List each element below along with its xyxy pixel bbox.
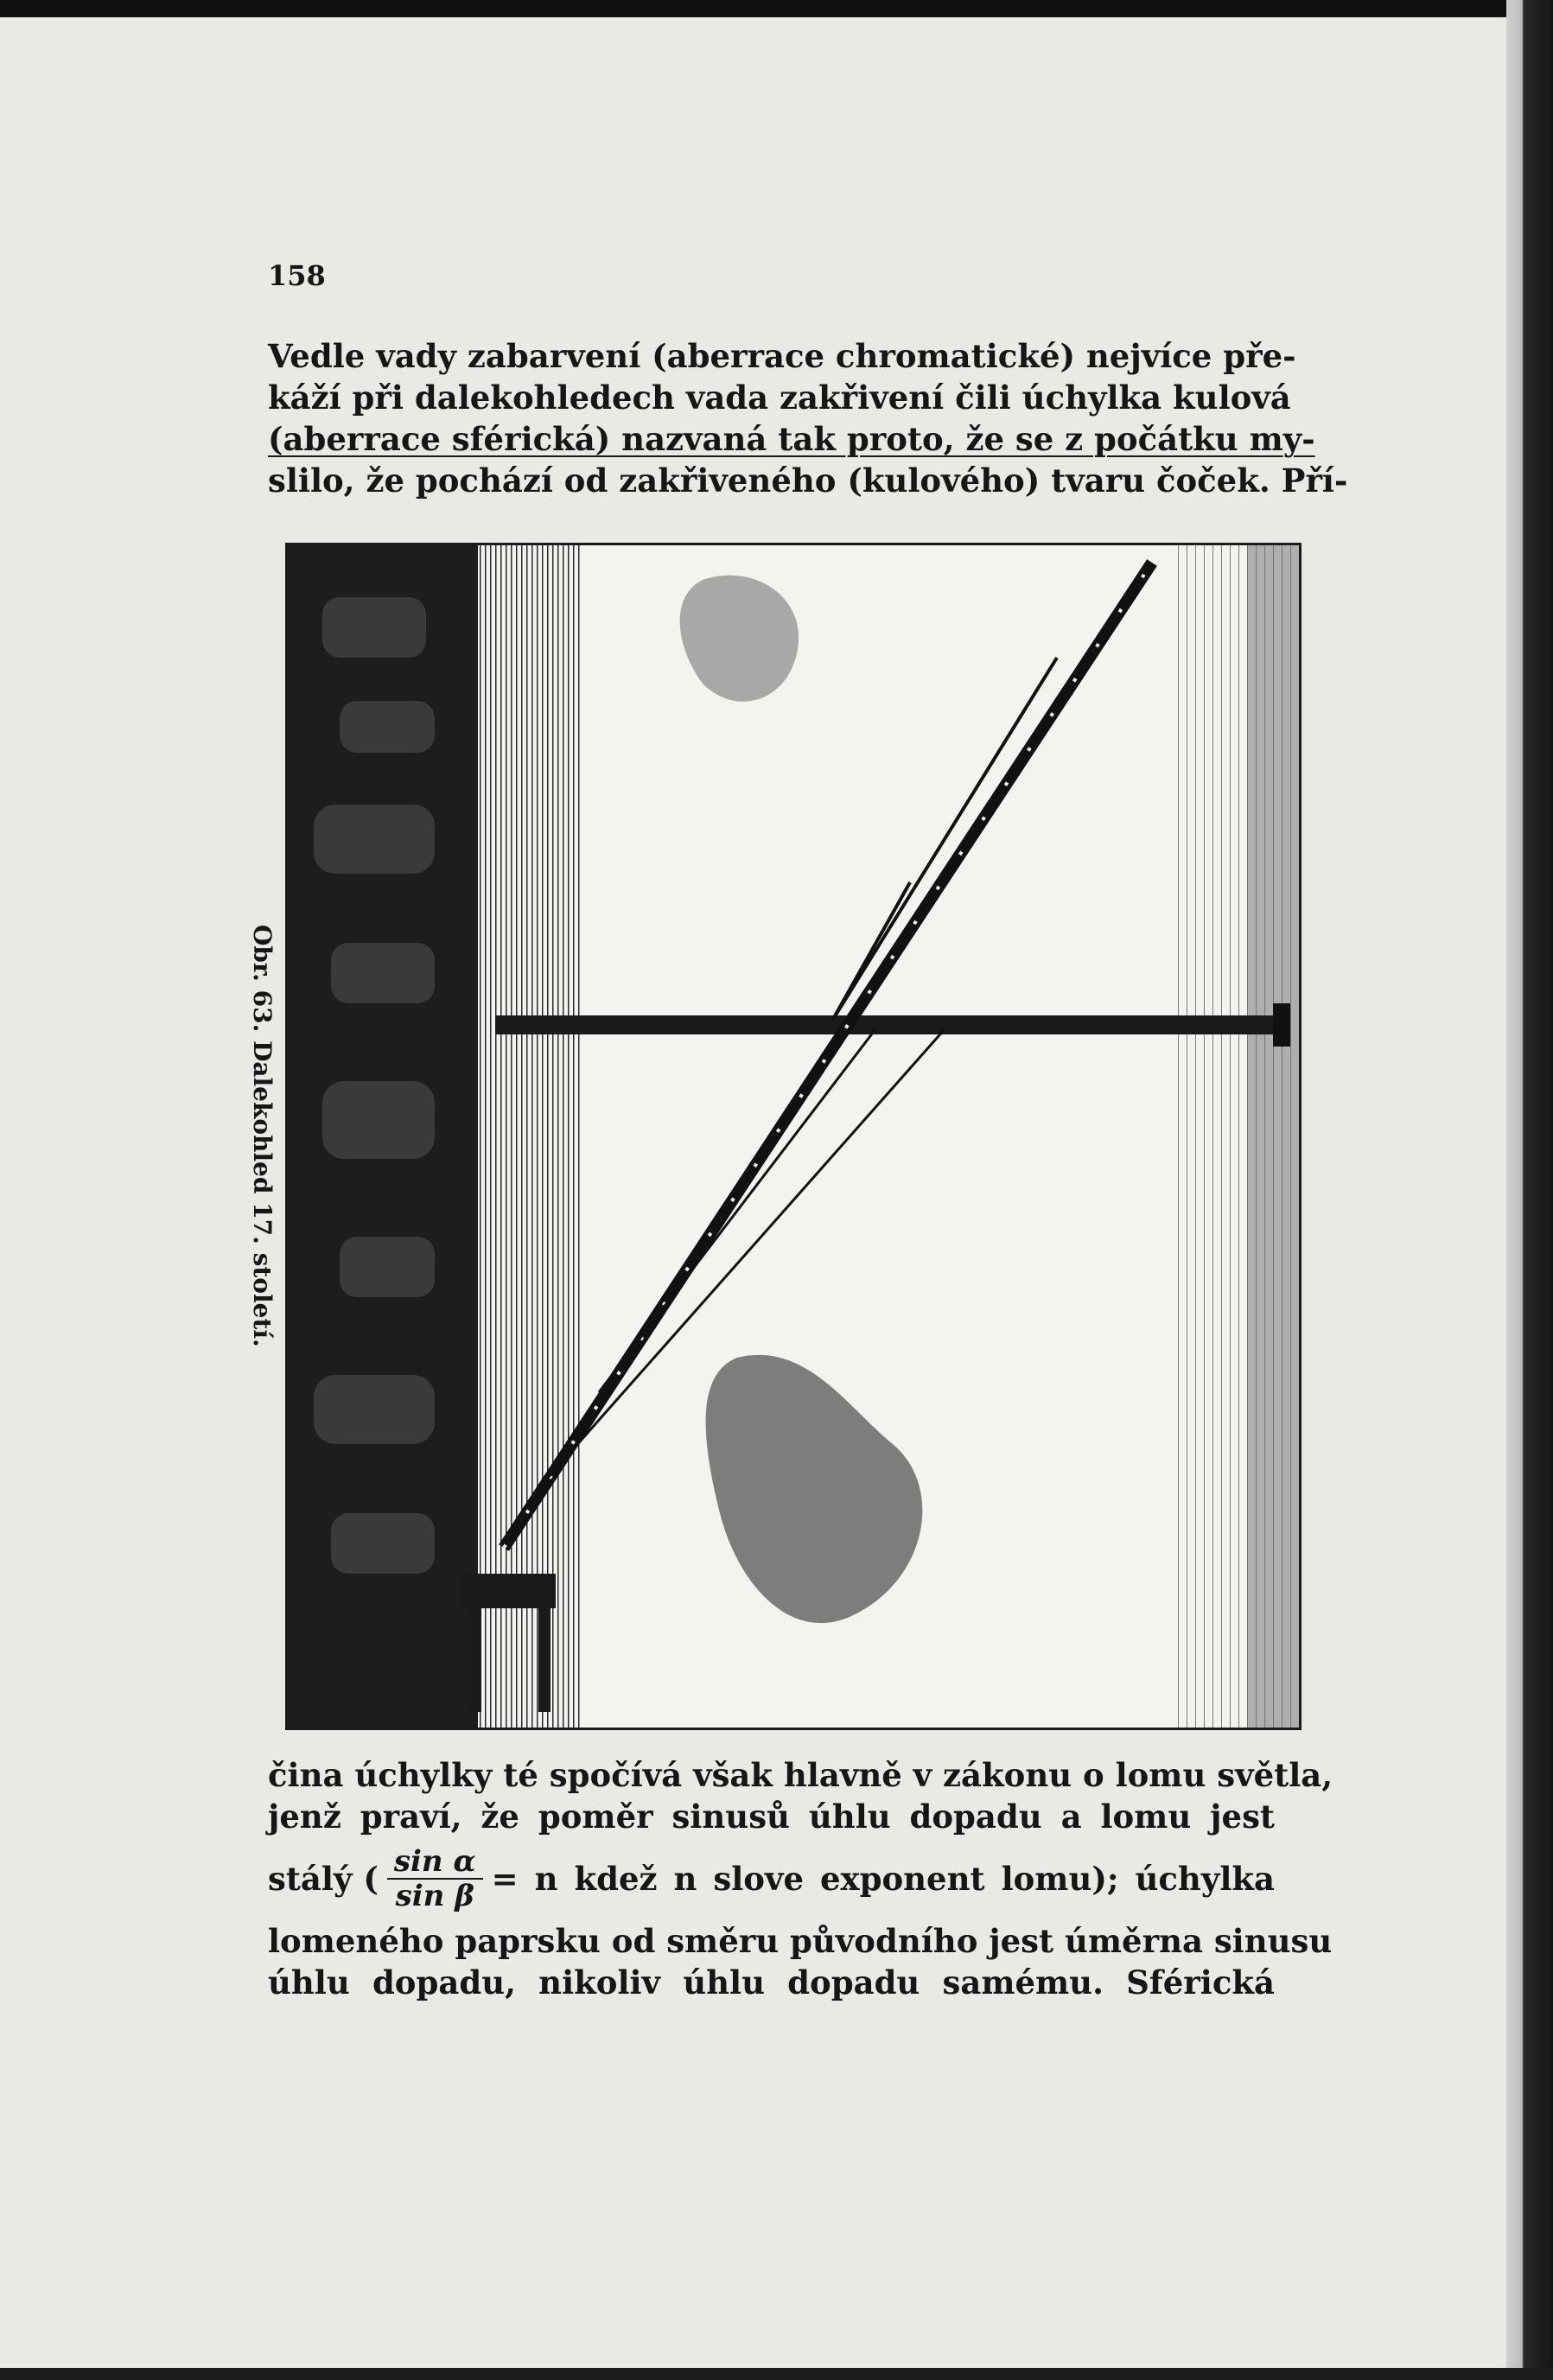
text-line: slilo, že pochází od zakřiveného (kulového) tvaru čoček. Pří- — [268, 461, 1348, 500]
paragraph-top — [268, 335, 1348, 501]
page-number: 158 — [268, 259, 326, 292]
text-line: lomeného paprsku od směru původního jest úměrna sinusu — [268, 1922, 1333, 1960]
sine-ratio-fraction — [387, 1845, 483, 1912]
figure-caption: Obr. 63. Dalekohled 17. století. — [248, 925, 277, 1347]
paragraph-bottom — [268, 1754, 1333, 2003]
formula-suffix: = n kdež n slove exponent lomu); úchylka — [491, 1860, 1275, 1898]
scan-bottom-edge — [0, 2368, 1553, 2380]
text-line: čina úchylky té spočívá však hlavně v zákonu o lomu světla, — [268, 1756, 1333, 1794]
formula-prefix: stálý ( — [268, 1860, 379, 1898]
fraction-numerator: sin α — [387, 1845, 483, 1880]
text-line: úhlu dopadu, nikoliv úhlu dopadu samému. Sférická — [268, 1963, 1275, 2001]
engraving-illustration — [288, 545, 1299, 1728]
figure-telescope-engraving — [285, 543, 1302, 1730]
scan-book-spine — [1506, 0, 1553, 2380]
text-line: jenž praví, že poměr sinusů úhlu dopadu a lomu jest — [268, 1798, 1275, 1836]
formula-line — [268, 1837, 1275, 1920]
scan-top-edge — [0, 0, 1553, 17]
text-line: káží při dalekohledech vada zakřivení čili úchylka kulová — [268, 379, 1291, 417]
text-line: Vedle vady zabarvení (aberrace chromatické) nejvíce pře- — [268, 337, 1296, 375]
text-line: (aberrace sférická) nazvaná tak proto, že se z počátku my- — [268, 420, 1315, 458]
fraction-denominator: sin β — [395, 1879, 474, 1913]
